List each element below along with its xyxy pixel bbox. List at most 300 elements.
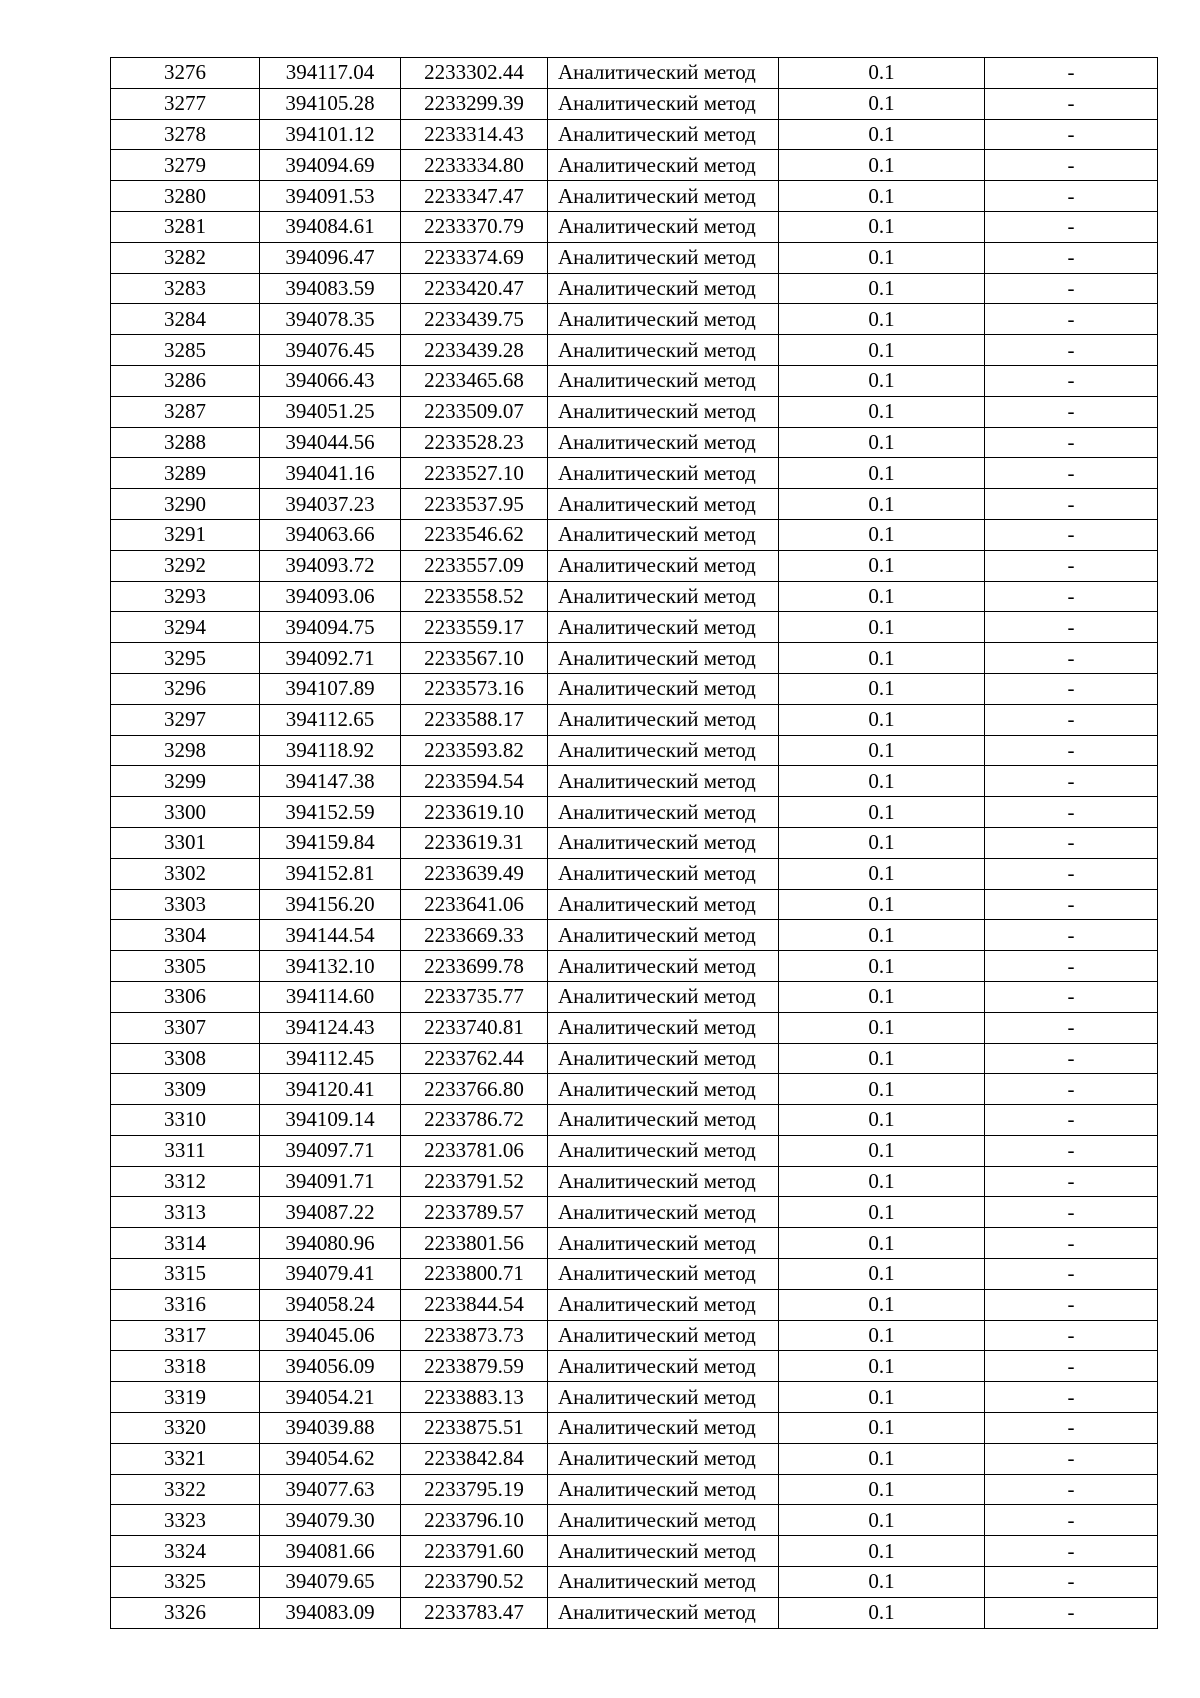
accuracy-cell: 0.1 bbox=[779, 1505, 985, 1536]
method-cell: Аналитический метод bbox=[548, 1074, 779, 1105]
table-row bbox=[111, 458, 1158, 489]
table-row bbox=[111, 211, 1158, 242]
table-row bbox=[111, 1105, 1158, 1136]
table-row bbox=[111, 427, 1158, 458]
table-row bbox=[111, 858, 1158, 889]
accuracy-cell: 0.1 bbox=[779, 550, 985, 581]
accuracy-cell: 0.1 bbox=[779, 920, 985, 951]
x-coordinate-cell: 394152.59 bbox=[260, 797, 401, 828]
point-number-cell: 3281 bbox=[111, 211, 260, 242]
description-cell: - bbox=[985, 827, 1158, 858]
point-number-cell: 3277 bbox=[111, 88, 260, 119]
point-number-cell: 3306 bbox=[111, 981, 260, 1012]
point-number-cell: 3292 bbox=[111, 550, 260, 581]
table-row bbox=[111, 889, 1158, 920]
description-cell: - bbox=[985, 1382, 1158, 1413]
point-number-cell: 3282 bbox=[111, 242, 260, 273]
point-number-cell: 3300 bbox=[111, 797, 260, 828]
method-cell: Аналитический метод bbox=[548, 150, 779, 181]
x-coordinate-cell: 394063.66 bbox=[260, 519, 401, 550]
method-cell: Аналитический метод bbox=[548, 827, 779, 858]
description-cell: - bbox=[985, 427, 1158, 458]
x-coordinate-cell: 394094.69 bbox=[260, 150, 401, 181]
method-cell: Аналитический метод bbox=[548, 181, 779, 212]
description-cell: - bbox=[985, 1567, 1158, 1598]
table-row bbox=[111, 58, 1158, 89]
y-coordinate-cell: 2233588.17 bbox=[401, 704, 548, 735]
y-coordinate-cell: 2233762.44 bbox=[401, 1043, 548, 1074]
description-cell: - bbox=[985, 88, 1158, 119]
description-cell: - bbox=[985, 1505, 1158, 1536]
accuracy-cell: 0.1 bbox=[779, 1351, 985, 1382]
x-coordinate-cell: 394081.66 bbox=[260, 1536, 401, 1567]
description-cell: - bbox=[985, 1443, 1158, 1474]
description-cell: - bbox=[985, 181, 1158, 212]
point-number-cell: 3280 bbox=[111, 181, 260, 212]
y-coordinate-cell: 2233766.80 bbox=[401, 1074, 548, 1105]
accuracy-cell: 0.1 bbox=[779, 1289, 985, 1320]
accuracy-cell: 0.1 bbox=[779, 1012, 985, 1043]
x-coordinate-cell: 394156.20 bbox=[260, 889, 401, 920]
point-number-cell: 3325 bbox=[111, 1567, 260, 1598]
point-number-cell: 3294 bbox=[111, 612, 260, 643]
x-coordinate-cell: 394083.09 bbox=[260, 1597, 401, 1628]
point-number-cell: 3285 bbox=[111, 335, 260, 366]
description-cell: - bbox=[985, 643, 1158, 674]
table-row bbox=[111, 1413, 1158, 1444]
table-row bbox=[111, 1536, 1158, 1567]
table-row bbox=[111, 304, 1158, 335]
method-cell: Аналитический метод bbox=[548, 242, 779, 273]
coordinates-table bbox=[110, 57, 1158, 1629]
method-cell: Аналитический метод bbox=[548, 612, 779, 643]
x-coordinate-cell: 394066.43 bbox=[260, 365, 401, 396]
accuracy-cell: 0.1 bbox=[779, 1166, 985, 1197]
y-coordinate-cell: 2233641.06 bbox=[401, 889, 548, 920]
x-coordinate-cell: 394093.06 bbox=[260, 581, 401, 612]
table-row bbox=[111, 581, 1158, 612]
y-coordinate-cell: 2233558.52 bbox=[401, 581, 548, 612]
y-coordinate-cell: 2233791.60 bbox=[401, 1536, 548, 1567]
method-cell: Аналитический метод bbox=[548, 1320, 779, 1351]
x-coordinate-cell: 394077.63 bbox=[260, 1474, 401, 1505]
table-row bbox=[111, 1597, 1158, 1628]
x-coordinate-cell: 394093.72 bbox=[260, 550, 401, 581]
x-coordinate-cell: 394054.62 bbox=[260, 1443, 401, 1474]
description-cell: - bbox=[985, 673, 1158, 704]
point-number-cell: 3305 bbox=[111, 951, 260, 982]
y-coordinate-cell: 2233439.75 bbox=[401, 304, 548, 335]
y-coordinate-cell: 2233619.10 bbox=[401, 797, 548, 828]
table-row bbox=[111, 704, 1158, 735]
y-coordinate-cell: 2233314.43 bbox=[401, 119, 548, 150]
x-coordinate-cell: 394147.38 bbox=[260, 766, 401, 797]
accuracy-cell: 0.1 bbox=[779, 181, 985, 212]
y-coordinate-cell: 2233791.52 bbox=[401, 1166, 548, 1197]
description-cell: - bbox=[985, 519, 1158, 550]
method-cell: Аналитический метод bbox=[548, 920, 779, 951]
accuracy-cell: 0.1 bbox=[779, 1135, 985, 1166]
y-coordinate-cell: 2233594.54 bbox=[401, 766, 548, 797]
table-row bbox=[111, 827, 1158, 858]
y-coordinate-cell: 2233873.73 bbox=[401, 1320, 548, 1351]
point-number-cell: 3307 bbox=[111, 1012, 260, 1043]
description-cell: - bbox=[985, 1197, 1158, 1228]
table-row bbox=[111, 181, 1158, 212]
point-number-cell: 3293 bbox=[111, 581, 260, 612]
point-number-cell: 3314 bbox=[111, 1228, 260, 1259]
table-row bbox=[111, 489, 1158, 520]
description-cell: - bbox=[985, 304, 1158, 335]
x-coordinate-cell: 394092.71 bbox=[260, 643, 401, 674]
table-row bbox=[111, 951, 1158, 982]
method-cell: Аналитический метод bbox=[548, 1135, 779, 1166]
accuracy-cell: 0.1 bbox=[779, 1228, 985, 1259]
accuracy-cell: 0.1 bbox=[779, 1259, 985, 1290]
method-cell: Аналитический метод bbox=[548, 1105, 779, 1136]
y-coordinate-cell: 2233619.31 bbox=[401, 827, 548, 858]
description-cell: - bbox=[985, 1289, 1158, 1320]
method-cell: Аналитический метод bbox=[548, 704, 779, 735]
description-cell: - bbox=[985, 1043, 1158, 1074]
accuracy-cell: 0.1 bbox=[779, 119, 985, 150]
accuracy-cell: 0.1 bbox=[779, 889, 985, 920]
x-coordinate-cell: 394039.88 bbox=[260, 1413, 401, 1444]
x-coordinate-cell: 394044.56 bbox=[260, 427, 401, 458]
description-cell: - bbox=[985, 581, 1158, 612]
table-row bbox=[111, 273, 1158, 304]
x-coordinate-cell: 394079.65 bbox=[260, 1567, 401, 1598]
accuracy-cell: 0.1 bbox=[779, 88, 985, 119]
table-row bbox=[111, 673, 1158, 704]
description-cell: - bbox=[985, 1105, 1158, 1136]
y-coordinate-cell: 2233465.68 bbox=[401, 365, 548, 396]
table-row bbox=[111, 88, 1158, 119]
accuracy-cell: 0.1 bbox=[779, 858, 985, 889]
description-cell: - bbox=[985, 550, 1158, 581]
x-coordinate-cell: 394083.59 bbox=[260, 273, 401, 304]
y-coordinate-cell: 2233528.23 bbox=[401, 427, 548, 458]
y-coordinate-cell: 2233842.84 bbox=[401, 1443, 548, 1474]
method-cell: Аналитический метод bbox=[548, 396, 779, 427]
description-cell: - bbox=[985, 458, 1158, 489]
accuracy-cell: 0.1 bbox=[779, 242, 985, 273]
y-coordinate-cell: 2233699.78 bbox=[401, 951, 548, 982]
accuracy-cell: 0.1 bbox=[779, 396, 985, 427]
method-cell: Аналитический метод bbox=[548, 766, 779, 797]
accuracy-cell: 0.1 bbox=[779, 1043, 985, 1074]
x-coordinate-cell: 394087.22 bbox=[260, 1197, 401, 1228]
point-number-cell: 3295 bbox=[111, 643, 260, 674]
method-cell: Аналитический метод bbox=[548, 1166, 779, 1197]
method-cell: Аналитический метод bbox=[548, 1505, 779, 1536]
x-coordinate-cell: 394144.54 bbox=[260, 920, 401, 951]
accuracy-cell: 0.1 bbox=[779, 273, 985, 304]
table-row bbox=[111, 643, 1158, 674]
description-cell: - bbox=[985, 951, 1158, 982]
y-coordinate-cell: 2233801.56 bbox=[401, 1228, 548, 1259]
method-cell: Аналитический метод bbox=[548, 1351, 779, 1382]
point-number-cell: 3304 bbox=[111, 920, 260, 951]
table-row bbox=[111, 1351, 1158, 1382]
point-number-cell: 3296 bbox=[111, 673, 260, 704]
description-cell: - bbox=[985, 1259, 1158, 1290]
method-cell: Аналитический метод bbox=[548, 1197, 779, 1228]
y-coordinate-cell: 2233735.77 bbox=[401, 981, 548, 1012]
point-number-cell: 3290 bbox=[111, 489, 260, 520]
y-coordinate-cell: 2233509.07 bbox=[401, 396, 548, 427]
accuracy-cell: 0.1 bbox=[779, 58, 985, 89]
description-cell: - bbox=[985, 1166, 1158, 1197]
y-coordinate-cell: 2233795.19 bbox=[401, 1474, 548, 1505]
table-row bbox=[111, 365, 1158, 396]
y-coordinate-cell: 2233796.10 bbox=[401, 1505, 548, 1536]
method-cell: Аналитический метод bbox=[548, 1012, 779, 1043]
y-coordinate-cell: 2233374.69 bbox=[401, 242, 548, 273]
x-coordinate-cell: 394124.43 bbox=[260, 1012, 401, 1043]
point-number-cell: 3308 bbox=[111, 1043, 260, 1074]
accuracy-cell: 0.1 bbox=[779, 1382, 985, 1413]
x-coordinate-cell: 394101.12 bbox=[260, 119, 401, 150]
accuracy-cell: 0.1 bbox=[779, 1074, 985, 1105]
x-coordinate-cell: 394054.21 bbox=[260, 1382, 401, 1413]
table-row bbox=[111, 519, 1158, 550]
description-cell: - bbox=[985, 1228, 1158, 1259]
description-cell: - bbox=[985, 150, 1158, 181]
y-coordinate-cell: 2233639.49 bbox=[401, 858, 548, 889]
y-coordinate-cell: 2233781.06 bbox=[401, 1135, 548, 1166]
table-row bbox=[111, 1135, 1158, 1166]
y-coordinate-cell: 2233347.47 bbox=[401, 181, 548, 212]
table-row bbox=[111, 119, 1158, 150]
point-number-cell: 3276 bbox=[111, 58, 260, 89]
method-cell: Аналитический метод bbox=[548, 88, 779, 119]
point-number-cell: 3312 bbox=[111, 1166, 260, 1197]
point-number-cell: 3313 bbox=[111, 1197, 260, 1228]
description-cell: - bbox=[985, 1474, 1158, 1505]
point-number-cell: 3302 bbox=[111, 858, 260, 889]
description-cell: - bbox=[985, 489, 1158, 520]
accuracy-cell: 0.1 bbox=[779, 797, 985, 828]
table-row bbox=[111, 766, 1158, 797]
accuracy-cell: 0.1 bbox=[779, 643, 985, 674]
x-coordinate-cell: 394078.35 bbox=[260, 304, 401, 335]
table-row bbox=[111, 735, 1158, 766]
description-cell: - bbox=[985, 365, 1158, 396]
table-row bbox=[111, 1259, 1158, 1290]
accuracy-cell: 0.1 bbox=[779, 1536, 985, 1567]
description-cell: - bbox=[985, 1074, 1158, 1105]
x-coordinate-cell: 394051.25 bbox=[260, 396, 401, 427]
point-number-cell: 3311 bbox=[111, 1135, 260, 1166]
y-coordinate-cell: 2233370.79 bbox=[401, 211, 548, 242]
point-number-cell: 3278 bbox=[111, 119, 260, 150]
accuracy-cell: 0.1 bbox=[779, 519, 985, 550]
y-coordinate-cell: 2233783.47 bbox=[401, 1597, 548, 1628]
table-row bbox=[111, 242, 1158, 273]
y-coordinate-cell: 2233299.39 bbox=[401, 88, 548, 119]
description-cell: - bbox=[985, 58, 1158, 89]
y-coordinate-cell: 2233879.59 bbox=[401, 1351, 548, 1382]
point-number-cell: 3310 bbox=[111, 1105, 260, 1136]
y-coordinate-cell: 2233786.72 bbox=[401, 1105, 548, 1136]
table-row bbox=[111, 1197, 1158, 1228]
x-coordinate-cell: 394091.71 bbox=[260, 1166, 401, 1197]
method-cell: Аналитический метод bbox=[548, 1289, 779, 1320]
y-coordinate-cell: 2233789.57 bbox=[401, 1197, 548, 1228]
accuracy-cell: 0.1 bbox=[779, 981, 985, 1012]
y-coordinate-cell: 2233420.47 bbox=[401, 273, 548, 304]
method-cell: Аналитический метод bbox=[548, 951, 779, 982]
x-coordinate-cell: 394132.10 bbox=[260, 951, 401, 982]
y-coordinate-cell: 2233527.10 bbox=[401, 458, 548, 489]
point-number-cell: 3287 bbox=[111, 396, 260, 427]
point-number-cell: 3315 bbox=[111, 1259, 260, 1290]
y-coordinate-cell: 2233875.51 bbox=[401, 1413, 548, 1444]
method-cell: Аналитический метод bbox=[548, 1567, 779, 1598]
method-cell: Аналитический метод bbox=[548, 1474, 779, 1505]
point-number-cell: 3320 bbox=[111, 1413, 260, 1444]
accuracy-cell: 0.1 bbox=[779, 427, 985, 458]
y-coordinate-cell: 2233302.44 bbox=[401, 58, 548, 89]
x-coordinate-cell: 394120.41 bbox=[260, 1074, 401, 1105]
coordinates-table-body bbox=[111, 58, 1158, 1629]
method-cell: Аналитический метод bbox=[548, 273, 779, 304]
point-number-cell: 3279 bbox=[111, 150, 260, 181]
accuracy-cell: 0.1 bbox=[779, 581, 985, 612]
point-number-cell: 3317 bbox=[111, 1320, 260, 1351]
point-number-cell: 3283 bbox=[111, 273, 260, 304]
x-coordinate-cell: 394109.14 bbox=[260, 1105, 401, 1136]
description-cell: - bbox=[985, 704, 1158, 735]
method-cell: Аналитический метод bbox=[548, 427, 779, 458]
accuracy-cell: 0.1 bbox=[779, 673, 985, 704]
description-cell: - bbox=[985, 273, 1158, 304]
point-number-cell: 3289 bbox=[111, 458, 260, 489]
x-coordinate-cell: 394056.09 bbox=[260, 1351, 401, 1382]
x-coordinate-cell: 394118.92 bbox=[260, 735, 401, 766]
description-cell: - bbox=[985, 211, 1158, 242]
point-number-cell: 3291 bbox=[111, 519, 260, 550]
method-cell: Аналитический метод bbox=[548, 1382, 779, 1413]
x-coordinate-cell: 394105.28 bbox=[260, 88, 401, 119]
method-cell: Аналитический метод bbox=[548, 1443, 779, 1474]
table-row bbox=[111, 1382, 1158, 1413]
x-coordinate-cell: 394037.23 bbox=[260, 489, 401, 520]
x-coordinate-cell: 394097.71 bbox=[260, 1135, 401, 1166]
method-cell: Аналитический метод bbox=[548, 1228, 779, 1259]
accuracy-cell: 0.1 bbox=[779, 304, 985, 335]
table-row bbox=[111, 981, 1158, 1012]
table-row bbox=[111, 920, 1158, 951]
description-cell: - bbox=[985, 1536, 1158, 1567]
y-coordinate-cell: 2233546.62 bbox=[401, 519, 548, 550]
accuracy-cell: 0.1 bbox=[779, 735, 985, 766]
x-coordinate-cell: 394079.30 bbox=[260, 1505, 401, 1536]
method-cell: Аналитический метод bbox=[548, 365, 779, 396]
x-coordinate-cell: 394084.61 bbox=[260, 211, 401, 242]
accuracy-cell: 0.1 bbox=[779, 951, 985, 982]
point-number-cell: 3297 bbox=[111, 704, 260, 735]
point-number-cell: 3301 bbox=[111, 827, 260, 858]
method-cell: Аналитический метод bbox=[548, 489, 779, 520]
method-cell: Аналитический метод bbox=[548, 1043, 779, 1074]
y-coordinate-cell: 2233567.10 bbox=[401, 643, 548, 674]
method-cell: Аналитический метод bbox=[548, 1536, 779, 1567]
method-cell: Аналитический метод bbox=[548, 858, 779, 889]
table-row bbox=[111, 150, 1158, 181]
method-cell: Аналитический метод bbox=[548, 643, 779, 674]
table-row bbox=[111, 612, 1158, 643]
table-row bbox=[111, 550, 1158, 581]
y-coordinate-cell: 2233669.33 bbox=[401, 920, 548, 951]
method-cell: Аналитический метод bbox=[548, 519, 779, 550]
accuracy-cell: 0.1 bbox=[779, 1197, 985, 1228]
x-coordinate-cell: 394094.75 bbox=[260, 612, 401, 643]
y-coordinate-cell: 2233740.81 bbox=[401, 1012, 548, 1043]
accuracy-cell: 0.1 bbox=[779, 827, 985, 858]
x-coordinate-cell: 394114.60 bbox=[260, 981, 401, 1012]
point-number-cell: 3288 bbox=[111, 427, 260, 458]
method-cell: Аналитический метод bbox=[548, 58, 779, 89]
y-coordinate-cell: 2233537.95 bbox=[401, 489, 548, 520]
accuracy-cell: 0.1 bbox=[779, 1320, 985, 1351]
description-cell: - bbox=[985, 119, 1158, 150]
description-cell: - bbox=[985, 797, 1158, 828]
description-cell: - bbox=[985, 396, 1158, 427]
method-cell: Аналитический метод bbox=[548, 335, 779, 366]
x-coordinate-cell: 394112.65 bbox=[260, 704, 401, 735]
description-cell: - bbox=[985, 858, 1158, 889]
method-cell: Аналитический метод bbox=[548, 119, 779, 150]
table-row bbox=[111, 335, 1158, 366]
y-coordinate-cell: 2233573.16 bbox=[401, 673, 548, 704]
description-cell: - bbox=[985, 1597, 1158, 1628]
x-coordinate-cell: 394045.06 bbox=[260, 1320, 401, 1351]
x-coordinate-cell: 394117.04 bbox=[260, 58, 401, 89]
table-row bbox=[111, 1074, 1158, 1105]
description-cell: - bbox=[985, 1320, 1158, 1351]
description-cell: - bbox=[985, 1012, 1158, 1043]
description-cell: - bbox=[985, 766, 1158, 797]
accuracy-cell: 0.1 bbox=[779, 1105, 985, 1136]
accuracy-cell: 0.1 bbox=[779, 1597, 985, 1628]
x-coordinate-cell: 394159.84 bbox=[260, 827, 401, 858]
accuracy-cell: 0.1 bbox=[779, 1413, 985, 1444]
method-cell: Аналитический метод bbox=[548, 1259, 779, 1290]
method-cell: Аналитический метод bbox=[548, 1597, 779, 1628]
table-row bbox=[111, 1166, 1158, 1197]
point-number-cell: 3321 bbox=[111, 1443, 260, 1474]
method-cell: Аналитический метод bbox=[548, 550, 779, 581]
accuracy-cell: 0.1 bbox=[779, 150, 985, 181]
point-number-cell: 3322 bbox=[111, 1474, 260, 1505]
point-number-cell: 3299 bbox=[111, 766, 260, 797]
table-row bbox=[111, 1443, 1158, 1474]
point-number-cell: 3318 bbox=[111, 1351, 260, 1382]
accuracy-cell: 0.1 bbox=[779, 335, 985, 366]
accuracy-cell: 0.1 bbox=[779, 458, 985, 489]
x-coordinate-cell: 394079.41 bbox=[260, 1259, 401, 1290]
table-row bbox=[111, 1505, 1158, 1536]
point-number-cell: 3298 bbox=[111, 735, 260, 766]
accuracy-cell: 0.1 bbox=[779, 1567, 985, 1598]
table-row bbox=[111, 1474, 1158, 1505]
x-coordinate-cell: 394096.47 bbox=[260, 242, 401, 273]
point-number-cell: 3286 bbox=[111, 365, 260, 396]
table-row bbox=[111, 1289, 1158, 1320]
description-cell: - bbox=[985, 1351, 1158, 1382]
